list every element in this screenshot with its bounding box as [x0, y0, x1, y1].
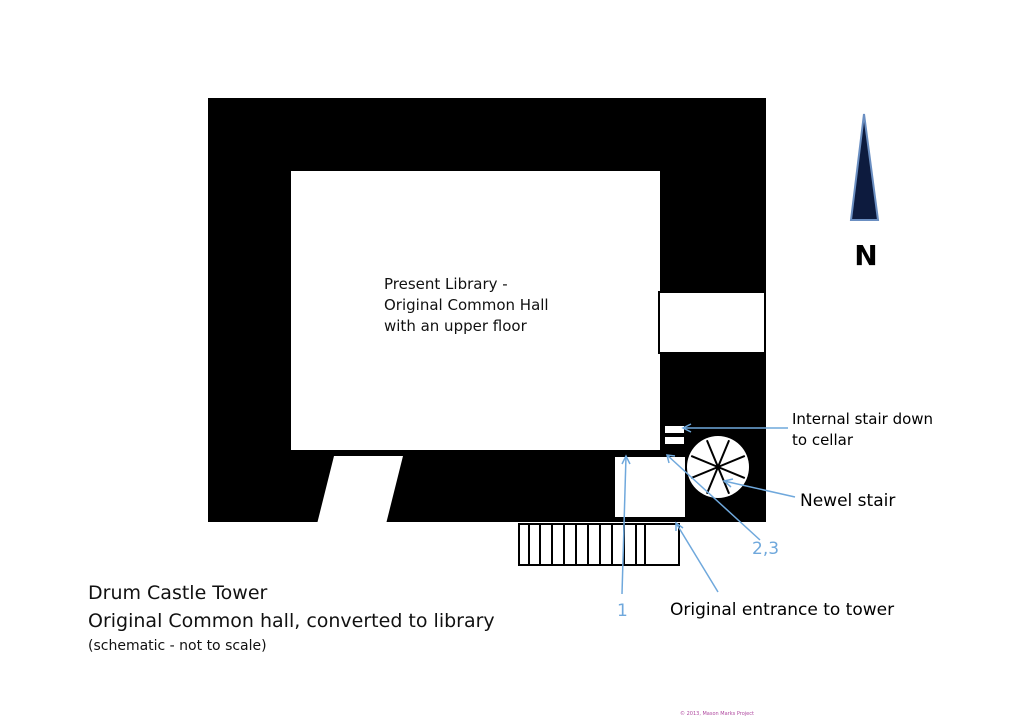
east-wall-window — [659, 292, 765, 353]
entrance-steps — [519, 524, 679, 565]
hall-label — [384, 274, 549, 337]
internal-stair-step-1 — [665, 426, 684, 433]
hall-label-line2: Original Common Hall — [384, 296, 549, 314]
plan-subtitle: Original Common hall, converted to library — [88, 610, 495, 632]
hall-label-line1: Present Library - — [384, 275, 508, 293]
newel-stair — [687, 436, 749, 498]
leader-original-entrance — [676, 523, 718, 592]
view-2-3-label: 2,3 — [752, 539, 780, 559]
internal-stair-label-line1: Internal stair down — [792, 410, 934, 428]
original-entrance-label: Original entrance to tower — [670, 600, 895, 620]
plan-note: (schematic - not to scale) — [88, 638, 267, 654]
plan-title: Drum Castle Tower — [88, 582, 268, 604]
internal-stair-label-line2: to cellar — [792, 431, 853, 449]
title-block — [88, 579, 495, 657]
newel-stair-label: Newel stair — [800, 491, 896, 511]
view-1-label: 1 — [617, 601, 628, 621]
copyright-notice: © 2013, Mason Marks Project — [680, 711, 754, 717]
internal-stair-step-2 — [665, 437, 684, 444]
north-label: N — [854, 239, 878, 272]
hall-label-line3: with an upper floor — [384, 317, 527, 335]
north-arrow-icon — [851, 114, 878, 220]
